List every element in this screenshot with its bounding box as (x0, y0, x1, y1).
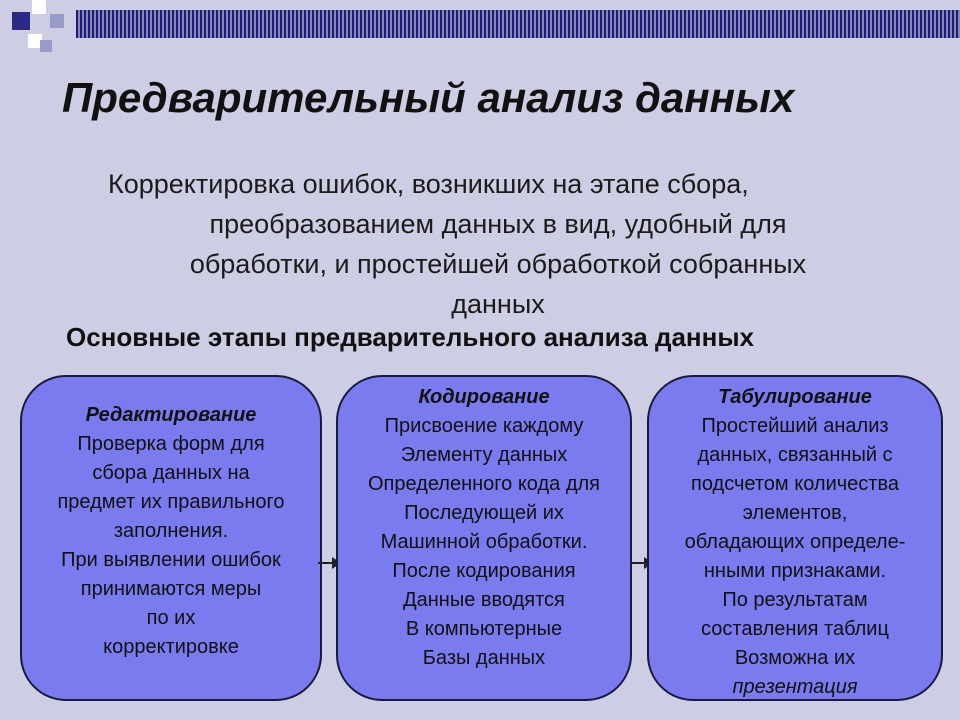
stage-line: Машинной обработки. (380, 531, 588, 553)
deco-stripe-bar (76, 10, 960, 38)
stage-line: по их (146, 607, 196, 629)
deco-square (40, 40, 52, 52)
stage-line: обладающих определе- (684, 531, 906, 553)
stage-line: нными признаками. (703, 560, 887, 582)
stage-line: данных, связанный с (697, 444, 893, 466)
stage-line: Последующей их (404, 502, 564, 524)
stage-heading: Кодирование (418, 386, 550, 408)
intro-line: обработки, и простейшей обработкой собранных (189, 249, 807, 279)
stage-line: сбора данных на (92, 462, 250, 484)
stage-line: Базы данных (422, 647, 546, 669)
deco-square (32, 0, 46, 14)
stage-line: заполнения. (113, 520, 229, 542)
stage-line: подсчетом количества (691, 473, 899, 495)
stage-line: В компьютерные (405, 618, 563, 640)
stage-line: корректировке (103, 636, 239, 658)
stage-line: Возможна их (734, 647, 856, 669)
stage-card-editing (20, 375, 322, 701)
slide-title: Предварительный анализ данных (62, 74, 795, 121)
stage-line: Элементу данных (400, 444, 568, 466)
stage-line: элементов, (742, 502, 848, 524)
stage-line: составления таблиц (701, 618, 889, 640)
stage-line: После кодирования (392, 560, 576, 582)
stage-line: Определенного кода для (367, 473, 601, 495)
intro-line: преобразованием данных в вид, удобный для (209, 209, 787, 239)
stage-line: По результатам (722, 589, 868, 611)
stage-line: презентация (732, 676, 858, 698)
section-subtitle: Основные этапы предварительного анализа данных (66, 322, 754, 352)
stage-line: Простейший анализ (701, 415, 889, 437)
stage-heading: Редактирование (85, 404, 257, 426)
stage-card-tabulation (647, 375, 943, 701)
stage-line: предмет их правильного (57, 491, 285, 513)
intro-line: Корректировка ошибок, возникших на этапе сбора, (108, 169, 749, 199)
stage-line: Присвоение каждому (384, 415, 584, 437)
stage-line: Данные вводятся (403, 589, 565, 611)
deco-square (12, 12, 30, 30)
stage-line: При выявлении ошибок (61, 549, 281, 571)
deco-square (50, 14, 64, 28)
stage-line: Проверка форм для (77, 433, 265, 455)
stage-line: принимаются меры (80, 578, 262, 600)
intro-line: данных (451, 289, 545, 319)
stage-heading: Табулирование (718, 386, 872, 408)
stage-card-coding (336, 375, 632, 701)
intro-text (108, 164, 888, 324)
